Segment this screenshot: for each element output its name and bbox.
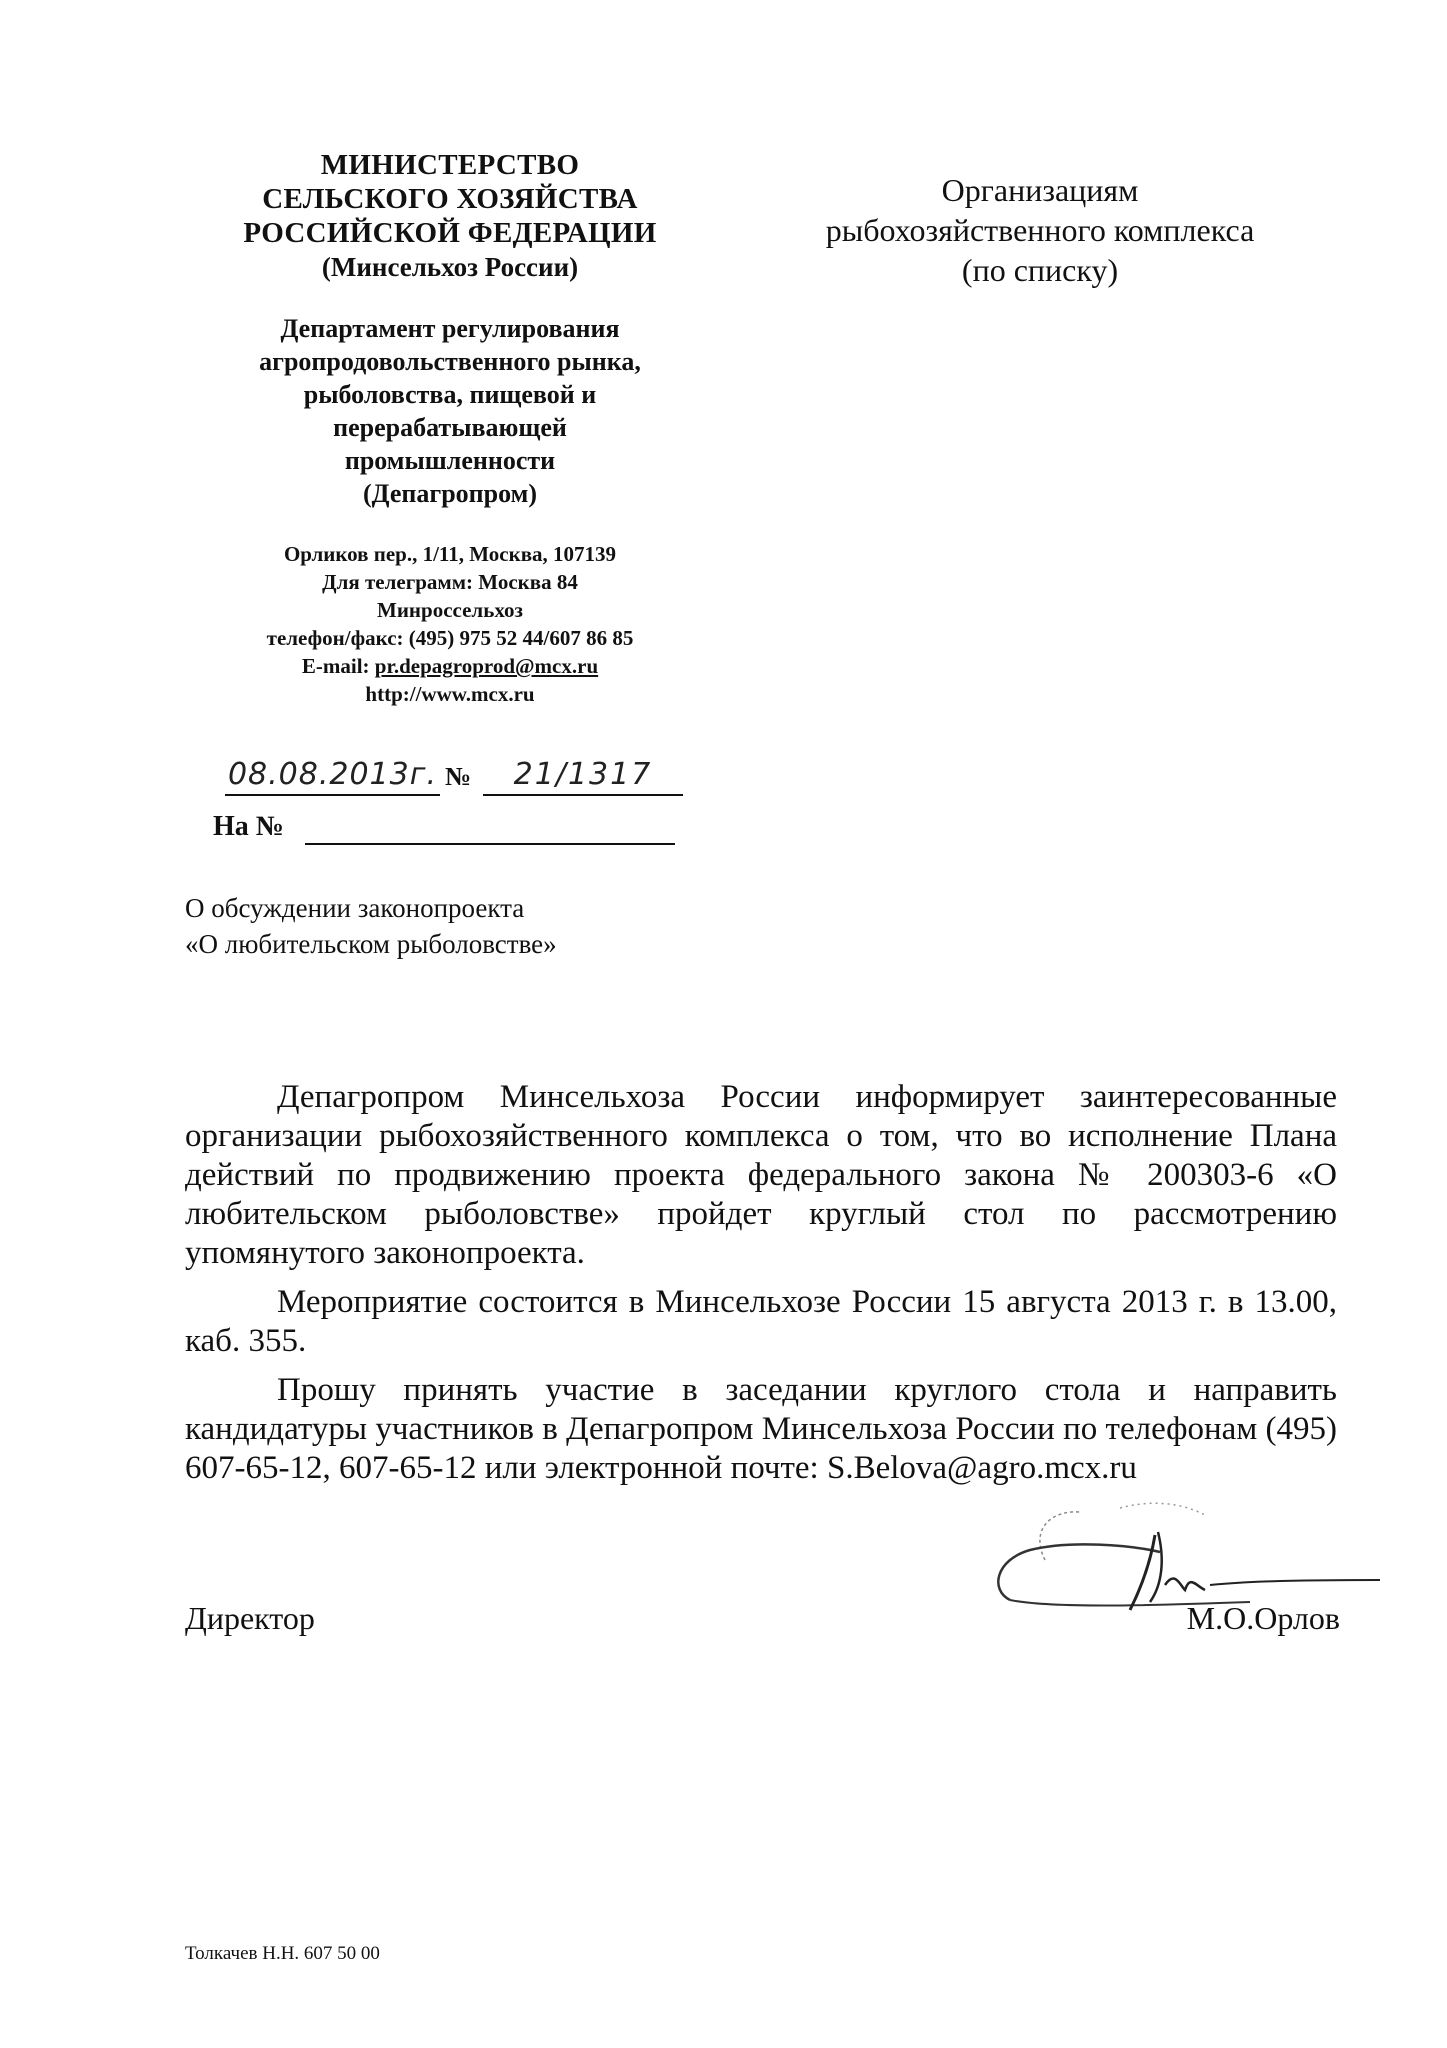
signatory-title: Директор xyxy=(185,1600,315,1636)
postal-address: Орликов пер., 1/11, Москва, 107139 xyxy=(283,542,617,566)
ministry-name-line-1: МИНИСТЕРСТВО xyxy=(320,149,580,181)
reply-reference-blank xyxy=(305,843,675,845)
telegram-code: Минроссельхоз xyxy=(377,598,523,622)
department-line-5: промышленности xyxy=(344,446,556,475)
email-line xyxy=(185,652,715,680)
subject-line-1: О обсуждении законопроекта xyxy=(185,893,525,923)
signature-stroke-5 xyxy=(1150,1532,1205,1602)
email-link[interactable]: pr.depagroprod@mcx.ru xyxy=(374,654,599,678)
department-line-1: Департамент регулирования xyxy=(280,314,620,343)
signature-stroke-1 xyxy=(1040,1512,1080,1560)
email-label: E-mail: xyxy=(301,654,375,678)
department-line-6: (Депагропром) xyxy=(363,479,537,508)
executor-info: Толкачев Н.Н. 607 50 00 xyxy=(185,1943,380,1964)
telegram-address: Для телеграмм: Москва 84 xyxy=(322,570,578,594)
handwritten-number: 21/1317 xyxy=(483,756,683,796)
department-line-2: агропродовольственного рынка, xyxy=(259,347,641,376)
addressee-line-1: Организациям xyxy=(941,172,1139,208)
phone-fax: телефон/факс: (495) 975 52 44/607 86 85 xyxy=(266,626,634,650)
signature-stroke-2 xyxy=(998,1544,1160,1600)
subject-line-2: «О любительском рыболовстве» xyxy=(185,929,557,959)
ministry-name-line-3: РОССИЙСКОЙ ФЕДЕРАЦИИ xyxy=(243,217,657,249)
addressee-line-2: рыбохозяйственного комплекса xyxy=(825,212,1255,248)
department-line-4: перерабатывающей xyxy=(333,413,567,442)
body-paragraph-1: Депагропром Минсельхоза России информирует заинтересованные организации рыбохозяйственного комплекса о том, что во исполнение Плана действий по продвижению проекта федерального закона № 200303-6 «О любительском рыболовстве» пройдет круглый стол по рассмотрению упомянутого законопроекта. xyxy=(185,1079,1337,1271)
signatory-name: М.О.Орлов xyxy=(1186,1600,1340,1636)
reply-reference-line xyxy=(213,810,673,846)
ministry-name-line-2: СЕЛЬСКОГО ХОЗЯЙСТВА xyxy=(262,183,638,215)
number-label: № xyxy=(445,762,472,791)
body-paragraph-3: Прошу принять участие в заседании круглого стола и направить кандидатуры участников в Депагропром Минсельхоза России по телефонам (495) 607-65-12, 607-65-12 или электронной почте: S.Belova@agro.mcx.ru xyxy=(185,1372,1337,1486)
signature-stroke-7 xyxy=(1120,1503,1205,1515)
reply-reference-label: На № xyxy=(213,811,284,842)
body-paragraph-2: Мероприятие состоится в Минсельхозе России 15 августа 2013 г. в 13.00, каб. 355. xyxy=(185,1284,1337,1359)
addressee-line-3: (по списку) xyxy=(961,252,1119,288)
letter-body xyxy=(185,1078,1337,1498)
website-link[interactable]: http://www.mcx.ru xyxy=(365,682,535,706)
department-name xyxy=(185,312,715,510)
signature-stroke-6 xyxy=(1210,1580,1380,1585)
contact-block xyxy=(185,540,715,708)
letterhead xyxy=(185,148,715,708)
department-line-3: рыболовства, пищевой и xyxy=(303,380,597,409)
registration-line xyxy=(205,756,685,796)
addressee-block xyxy=(760,170,1320,290)
subject xyxy=(185,890,785,962)
handwritten-date: 08.08.2013г. xyxy=(225,756,440,796)
ministry-short-name: (Минсельхоз России) xyxy=(321,252,579,282)
